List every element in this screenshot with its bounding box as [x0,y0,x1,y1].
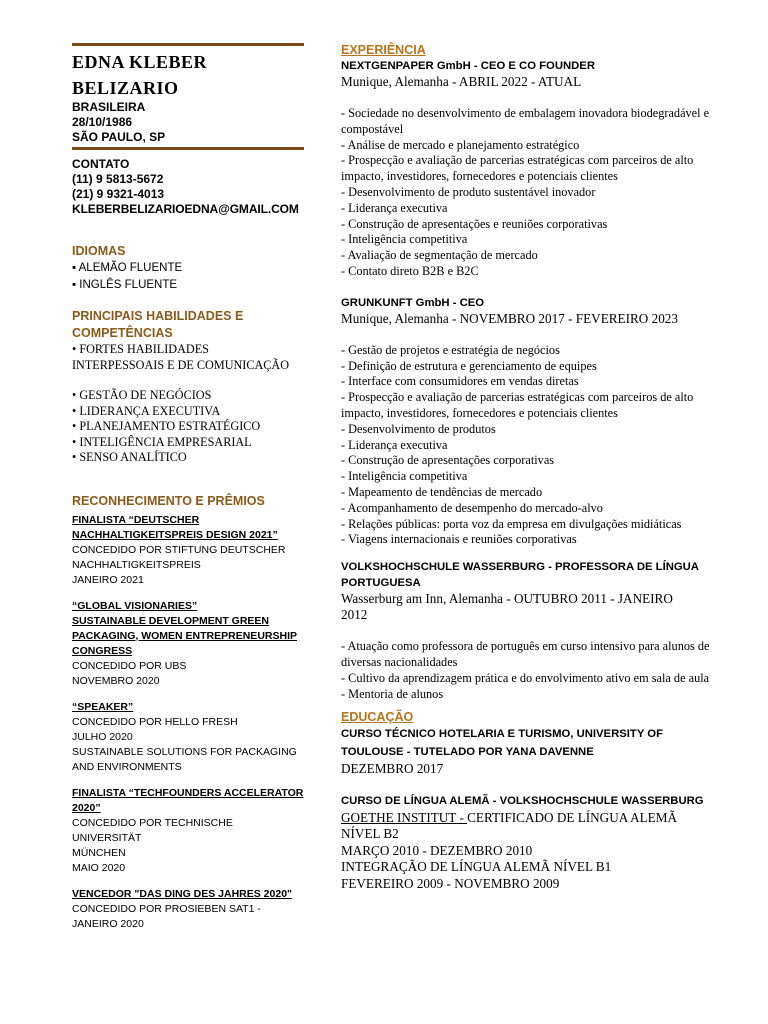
award-detail: JANEIRO 2021 [72,573,144,586]
skill-item: • SENSO ANALÍTICO [72,450,187,464]
award-detail: JULHO 2020 [72,730,133,743]
job-responsibility: - Construção de apresentações e reuniões corporativas [341,216,608,231]
jobs-list [341,58,721,702]
job-responsibility: - Liderança executiva [341,437,448,452]
award-title: “GLOBAL VISIONARIES” [72,599,198,612]
award-title: NACHHALTIGKEITSPREIS DESIGN 2021” [72,528,278,541]
job-responsibility: - Relações públicas: porta voz da empresa em divulgações midiáticas [341,516,682,531]
job-title: GRUNKUNFT GmbH - CEO [341,296,485,309]
award-item [72,513,304,588]
phone-1: (11) 9 5813-5672 [72,172,164,186]
award-detail: MAIO 2020 [72,861,126,874]
course-2-title: CURSO DE LÍNGUA ALEMÃ - VOLKSHOCHSCHULE WASSERBURG [341,794,704,807]
award-detail: CONCEDIDO POR STIFTUNG DEUTSCHER [72,543,286,556]
award-detail: CONCEDIDO POR TECHNISCHE UNIVERSITÄT [72,816,233,844]
contact-rule [72,147,304,150]
skill-item: • PLANEJAMENTO ESTRATÉGICO [72,419,261,433]
job-location-dates: Munique, Alemanha - ABRIL 2022 - ATUAL [341,74,582,89]
email: KLEBERBELIZARIOEDNA@GMAIL.COM [72,202,299,216]
job-responsibility: - Contato direto B2B e B2C [341,263,479,278]
award-title: CONGRESS [72,644,133,657]
award-detail: SUSTAINABLE SOLUTIONS FOR PACKAGING [72,745,297,758]
goethe-line [341,810,721,827]
awards-heading: RECONHECIMENTO E PRÊMIOS [72,493,265,508]
job-responsibility: - Mapeamento de tendências de mercado [341,484,543,499]
job-responsibility: - Sociedade no desenvolvimento de embalagem inovadora biodegradável e compostável [341,106,710,136]
job-location-dates: Munique, Alemanha - NOVEMBRO 2017 - FEVEREIRO 2023 [341,310,678,326]
job-location-dates: Wasserburg am Inn, Alemanha - OUTUBRO 2011 - JANEIRO [341,591,673,607]
job-responsibility: - Inteligência competitiva [341,469,468,484]
job-responsibility: - Atuação como professora de português em curso intensivo para alunos de diversas nacionalidades [341,639,710,669]
top-rule-left [72,43,304,46]
goethe-level: NÍVEL B2 [341,826,399,842]
job-responsibility: - Gestão de projetos e estratégia de negócios [341,342,560,357]
nationality: BRASILEIRA [72,100,146,114]
goethe-certificate: CERTIFICADO DE LÍNGUA ALEMÃ [467,809,677,825]
name-line-2: BELIZARIO [72,78,179,98]
award-item [72,887,304,932]
award-item [72,599,304,689]
languages-heading: IDIOMAS [72,244,126,258]
skills-heading-line-2: COMPETÊNCIAS [72,326,173,340]
job-entry [341,559,721,702]
award-detail: CONCEDIDO POR PROSIEBEN SAT1 - [72,902,261,915]
city: SÃO PAULO, SP [72,130,166,144]
award-detail: MÜNCHEN [72,846,126,859]
name-line-1: EDNA KLEBER [72,52,208,72]
birthdate: 28/10/1986 [72,115,133,129]
job-title: NEXTGENPAPER GmbH - CEO E CO FOUNDER [341,60,595,72]
award-detail: CONCEDIDO POR HELLO FRESH [72,715,238,728]
goethe-date: MARÇO 2010 - DEZEMBRO 2010 [341,842,533,858]
goethe-separator: - [456,809,468,825]
job-responsibility: - Viagens internacionais e reuniões corporativas [341,532,577,547]
job-responsibility: - Desenvolvimento de produto sustentável inovador [341,184,596,199]
contact-heading: CONTATO [72,157,130,171]
award-title: 2020” [72,801,101,814]
education-heading: EDUCAÇÃO [341,710,414,725]
award-detail: AND ENVIRONMENTS [72,760,182,773]
job-responsibility: - Acompanhamento de desempenho do mercado-alvo [341,500,603,515]
skill-item: • LIDERANÇA EXECUTIVA [72,403,221,418]
course-1-date: DEZEMBRO 2017 [341,761,444,777]
award-detail: CONCEDIDO POR UBS [72,659,187,672]
integration-date: FEVEREIRO 2009 - NOVEMBRO 2009 [341,875,560,891]
job-responsibility: - Inteligência competitiva [341,232,468,247]
award-title: VENCEDOR "DAS DING DES JAHRES 2020" [72,887,293,900]
job-location-dates: 2012 [341,607,368,623]
job-responsibility: - Liderança executiva [341,200,448,215]
left-column [72,43,304,943]
job-responsibility: - Prospecção e avaliação de parcerias estratégicas com parceiros de alto impacto, investidores, fornecedores e potenciais clientes [341,390,694,420]
language-item: ▪ INGLÊS FLUENTE [72,279,178,291]
award-detail: JANEIRO 2020 [72,917,144,930]
skills-heading-line-1: PRINCIPAIS HABILIDADES E [72,309,244,323]
skill-item: • FORTES HABILIDADES [72,342,209,356]
job-responsibility: - Interface com consumidores em vendas diretas [341,374,579,389]
award-title: SUSTAINABLE DEVELOPMENT GREEN [72,614,269,627]
phone-2: (21) 9 9321-4013 [72,187,165,201]
job-responsibility: - Prospecção e avaliação de parcerias estratégicas com parceiros de alto impacto, investidores, fornecedores e potenciais clientes [341,153,694,184]
skill-item: • INTELIGÊNCIA EMPRESARIAL [72,434,252,449]
job-responsibility: - Avaliação de segmentação de mercado [341,248,538,263]
job-responsibility: - Cultivo da aprendizagem prática e do envolvimento ativo em sala de aula [341,670,710,685]
job-title: PORTUGUESA [341,577,421,590]
job-responsibility: - Construção de apresentações corporativas [341,453,555,468]
award-item [72,786,304,876]
awards-list [72,513,304,932]
award-detail: NACHHALTIGKEITSPREIS [72,558,201,571]
language-item: ▪ ALEMÃO FLUENTE [72,262,183,274]
job-responsibility: - Análise de mercado e planejamento estratégico [341,137,580,152]
award-title: FINALISTA “DEUTSCHER [72,513,200,526]
course-1-title: CURSO TÉCNICO HOTELARIA E TURISMO, UNIVERSITY OF [341,728,663,741]
job-title: VOLKSHOCHSCHULE WASSERBURG - PROFESSORA DE LÍNGUA [341,561,699,574]
job-responsibility: - Desenvolvimento de produtos [341,421,496,436]
experience-heading: EXPERIÊNCIA [341,43,426,57]
award-title: “SPEAKER” [72,700,134,713]
goethe-institut-link[interactable]: GOETHE INSTITUT [341,809,457,825]
skill-item: • GESTÃO DE NEGÓCIOS [72,388,212,402]
skill-item: INTERPESSOAIS E DE COMUNICAÇÃO [72,357,290,372]
award-item [72,700,304,775]
award-title: FINALISTA “TECHFOUNDERS ACCELERATOR [72,786,304,799]
job-entry [341,295,721,548]
award-detail: NOVEMBRO 2020 [72,674,160,687]
course-1-title: TOULOUSE - TUTELADO POR YANA DAVENNE [341,746,594,759]
award-title: PACKAGING, WOMEN ENTREPRENEURSHIP [72,629,297,642]
job-responsibility: - Definição de estrutura e gerenciamento de equipes [341,358,597,373]
right-column [341,43,721,892]
integration-course: INTEGRAÇÃO DE LÍNGUA ALEMÃ NÍVEL B1 [341,859,612,875]
job-responsibility: - Mentoria de alunos [341,686,444,701]
job-entry [341,58,721,280]
